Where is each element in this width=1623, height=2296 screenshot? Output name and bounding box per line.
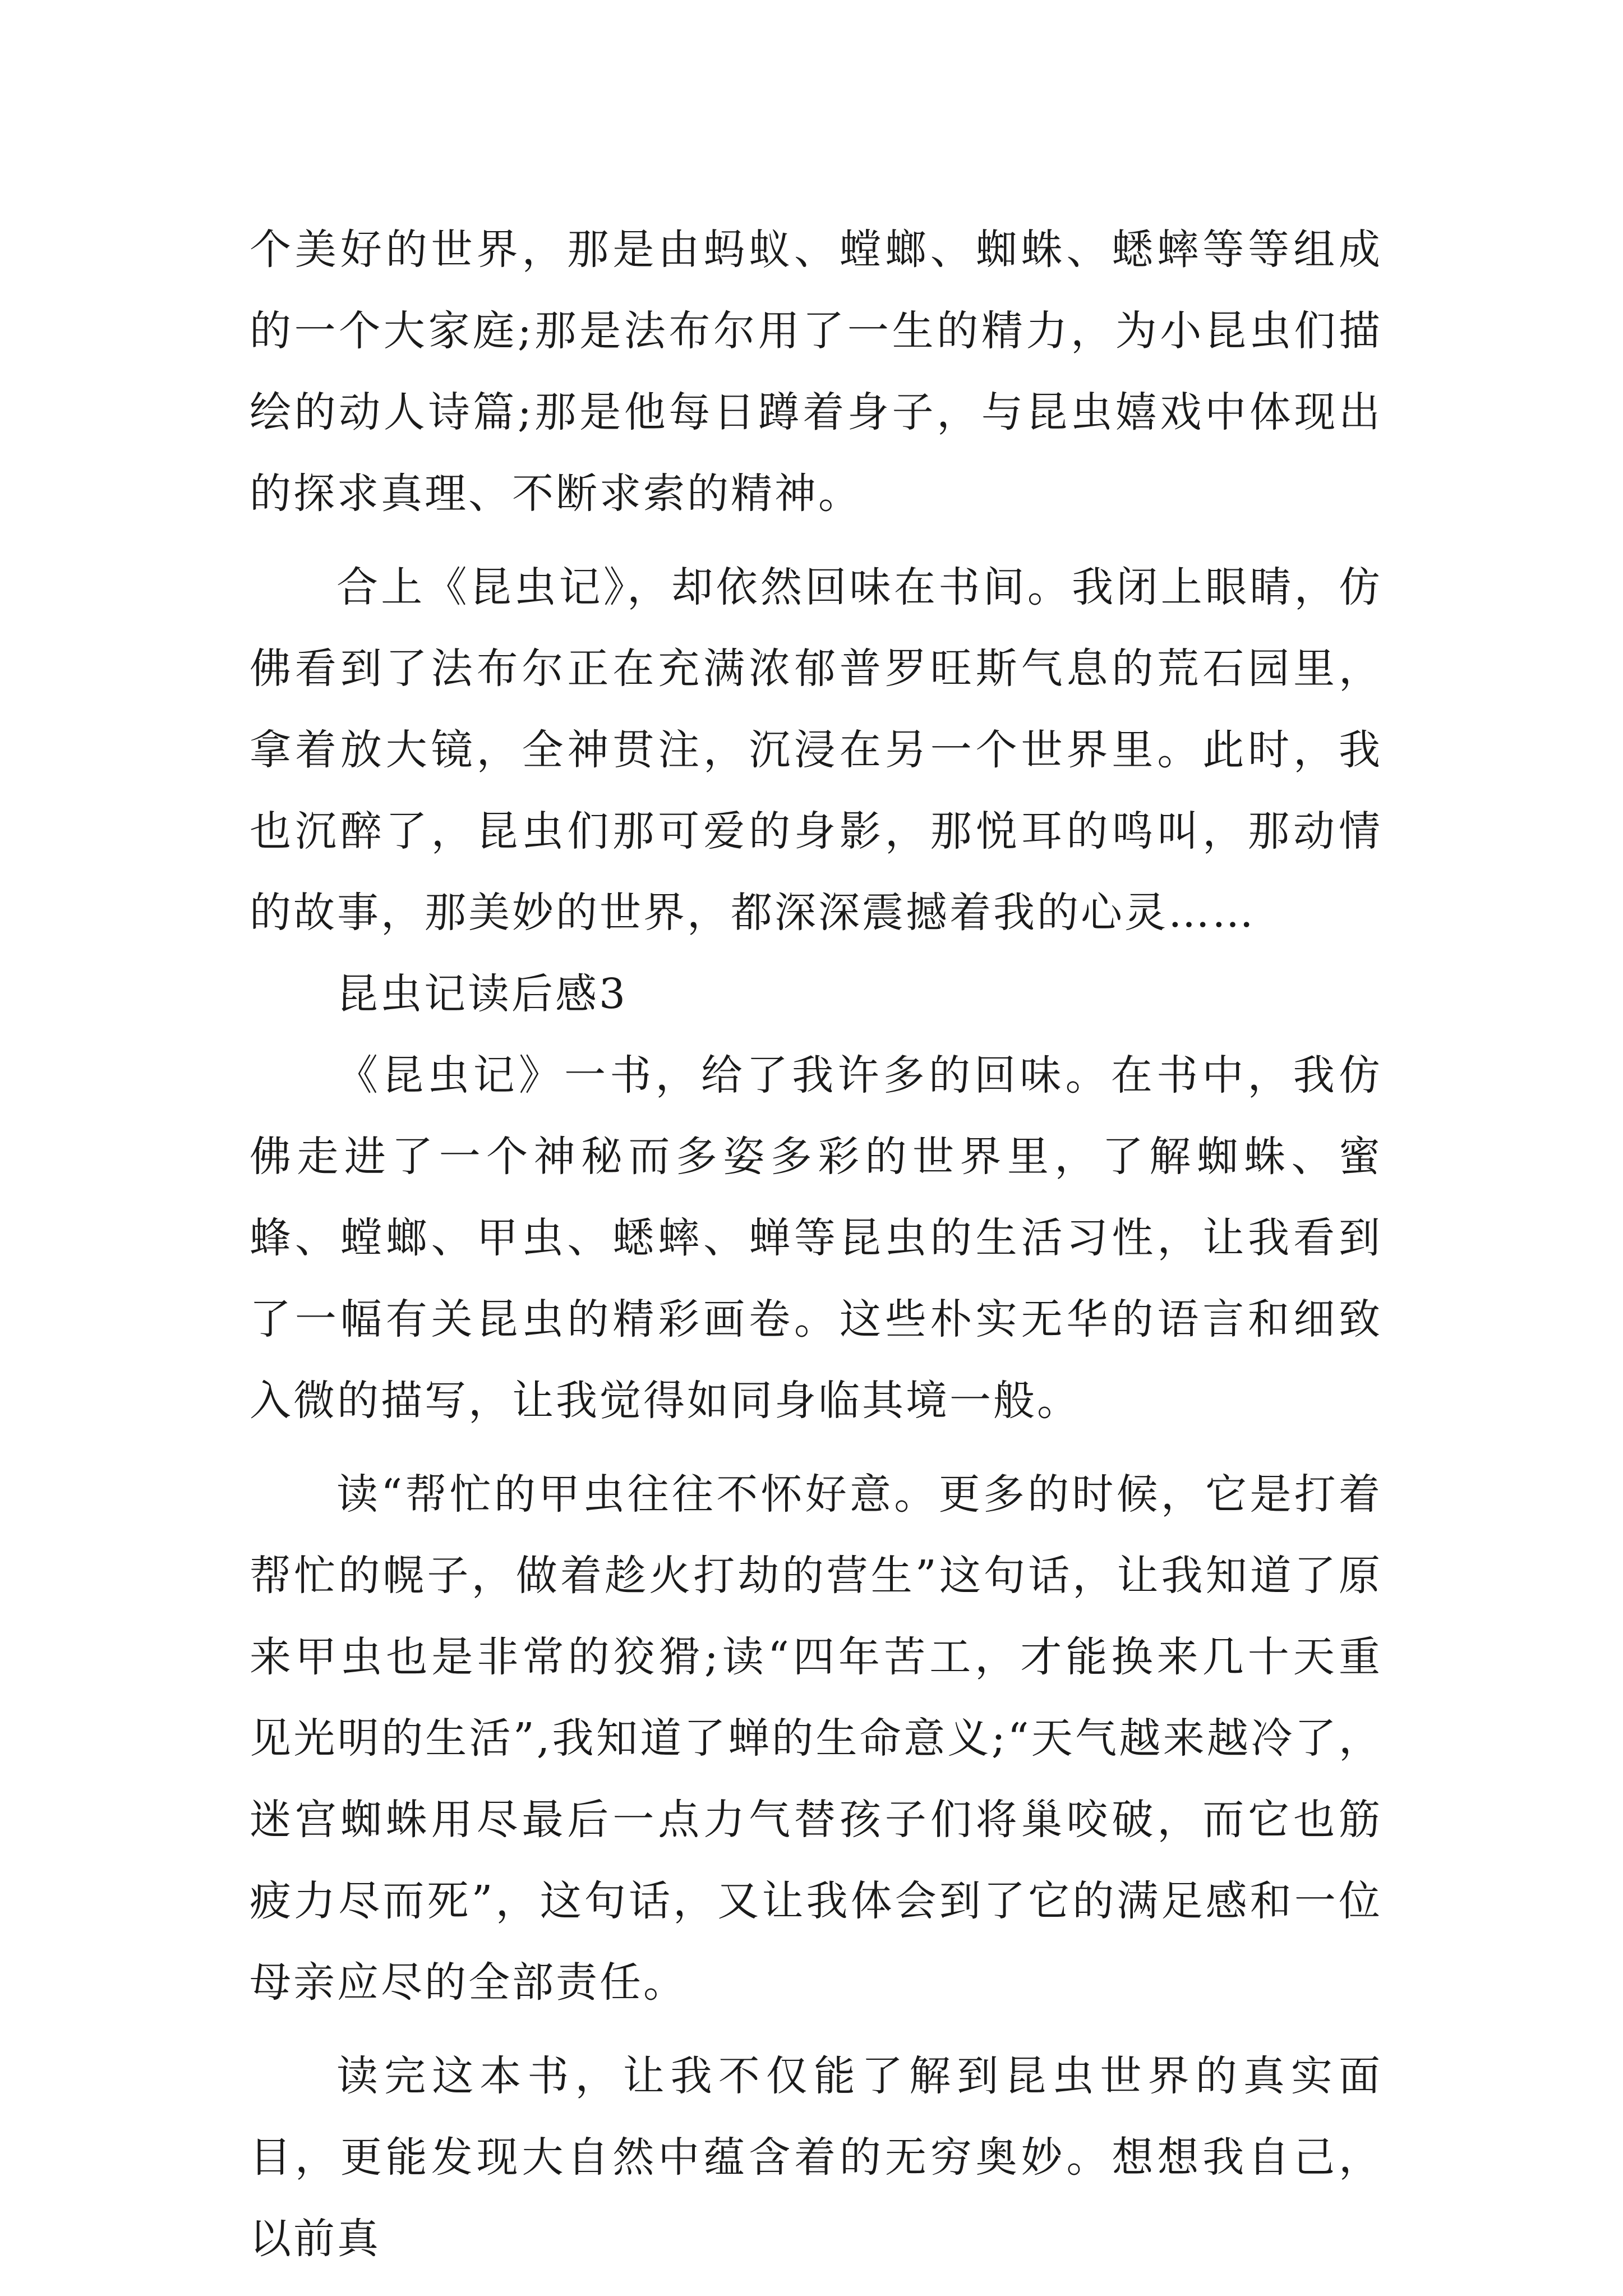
paragraph: 读“帮忙的甲虫往往不怀好意。更多的时候，它是打着帮忙的幌子，做着趁火打劫的营生”这句话，让我知道了原来甲虫也是非常的狡猾;读“四年苦工，才能换来几十天重见光明的生活”,我知道了蝉的生命意义;“天气越来越冷了，迷宫蜘蛛用尽最后一点力气替孩子们将巢咬破，而它也筋疲力尽而死”，这句话，又让我体会到了它的满足感和一位母亲应尽的全部责任。 <box>250 1470 1382 2007</box>
paragraph: 合上《昆虫记》，却依然回味在书间。我闭上眼睛，仿佛看到了法布尔正在充满浓郁普罗旺斯气息的荒石园里，拿着放大镜，全神贯注，沉浸在另一个世界里。此时，我也沉醉了，昆虫们那可爱的身影，那悦耳的鸣叫，那动情的故事，那美妙的世界，都深深震撼着我的心灵…… <box>250 563 1382 937</box>
paragraph: 《昆虫记》一书，给了我许多的回味。在书中，我仿佛走进了一个神秘而多姿多彩的世界里，了解蜘蛛、蜜蜂、螳螂、甲虫、蟋蟀、蝉等昆虫的生活习性，让我看到了一幅有关昆虫的精彩画卷。这些朴实无华的语言和细致入微的描写，让我觉得如同身临其境一般。 <box>250 1051 1382 1425</box>
paragraph: 读完这本书，让我不仅能了解到昆虫世界的真实面目，更能发现大自然中蕴含着的无穷奥妙。想想我自己，以前真 <box>250 2052 1382 2263</box>
section-heading: 昆虫记读后感3 <box>336 970 628 1018</box>
document-body <box>250 209 1382 2280</box>
paragraph: 个美好的世界，那是由蚂蚁、螳螂、蜘蛛、蟋蟀等等组成的一个大家庭;那是法布尔用了一生的精力，为小昆虫们描绘的动人诗篇;那是他每日蹲着身子，与昆虫嬉戏中体现出的探求真理、不断求索的精神。 <box>250 226 1382 518</box>
